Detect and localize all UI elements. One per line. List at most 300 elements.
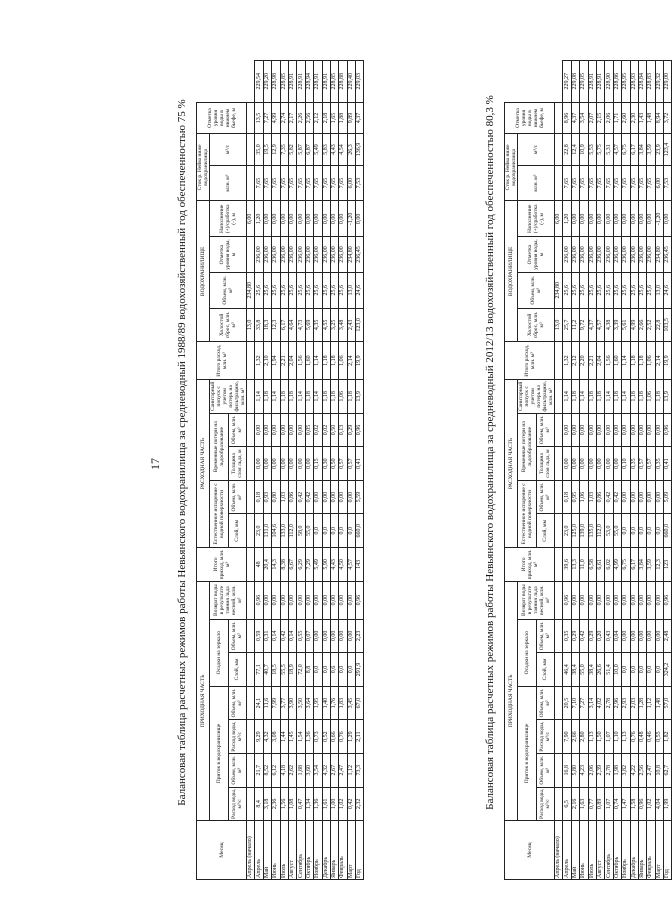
table-row xyxy=(555,26,563,880)
table-cell: 48 xyxy=(255,548,263,582)
table-cell: 6,58 xyxy=(588,548,596,582)
table-cell: 236,00 xyxy=(596,237,604,273)
table-cell: 13,9 xyxy=(664,380,672,414)
table-cell: 1,40 xyxy=(322,686,330,720)
table-cell: 2,16 xyxy=(571,787,579,821)
table-cell: 4,50 xyxy=(339,548,347,582)
table-cell: 236,00 xyxy=(297,237,305,273)
table-cell xyxy=(555,720,563,754)
table-cell: 0,00 xyxy=(330,480,338,514)
table-cell: 2,18 xyxy=(322,102,330,134)
table-cell xyxy=(555,380,563,414)
header-evap-layer: Слой, мм xyxy=(228,514,247,548)
header-inflow: Приток в водохранилище xyxy=(518,686,537,820)
table-cell: 4,04 xyxy=(655,787,663,821)
table-cell xyxy=(555,447,563,481)
table-cell: 7,65 xyxy=(339,165,347,201)
table-cell: 1,76 xyxy=(330,686,338,720)
table-cell: 2,39 xyxy=(596,753,604,787)
table-cell: 1,06 xyxy=(339,342,347,380)
table-cell: 0,57 xyxy=(339,447,347,481)
table-cell: 1,44 xyxy=(280,720,288,754)
table-cell: 2,07 xyxy=(588,102,596,134)
table-cell xyxy=(555,581,563,619)
table-cell: 229,27 xyxy=(563,60,571,102)
table-cell: 4,54 xyxy=(339,134,347,166)
table-cell: 0,00 xyxy=(588,201,596,237)
table-cell: 3,82 xyxy=(622,753,630,787)
table-cell: 2,47 xyxy=(339,753,347,787)
table-cell: 0,00 xyxy=(272,447,280,481)
table-cell: 3,48 xyxy=(339,308,347,342)
table-cell: 38,4 xyxy=(588,653,596,687)
table-cell: 2,32 xyxy=(356,787,364,821)
table-cell: 1,54 xyxy=(297,720,305,754)
table-row xyxy=(272,26,280,880)
table-cell xyxy=(555,413,563,447)
table-row xyxy=(647,26,655,880)
table-cell: 2,20 xyxy=(580,342,588,380)
table-cell: 5,83 xyxy=(322,134,330,166)
table-cell: 236,00 xyxy=(305,237,313,273)
table-cell: 2,36 xyxy=(272,787,280,821)
table-cell: 660,0 xyxy=(356,514,364,548)
table-cell: 7,65 xyxy=(622,165,630,201)
table-cell: 0,96 xyxy=(356,413,364,447)
table-cell: 7,65 xyxy=(280,165,288,201)
table-cell: 0,00 xyxy=(605,447,613,481)
table-cell: 6,61 xyxy=(596,548,604,582)
table-cell: 229,20 xyxy=(263,60,271,102)
table-row xyxy=(596,26,604,880)
table-cell: 2,17 xyxy=(288,102,296,134)
table-cell: 112,0 xyxy=(288,514,296,548)
table-cell: 0,6 xyxy=(330,653,338,687)
table-cell: 7,99 xyxy=(272,686,280,720)
table-cell: 0,00 xyxy=(314,201,322,237)
table-cell xyxy=(555,514,563,548)
header-dam-volume: млн. м³ xyxy=(210,165,247,201)
table-cell: 3,90 xyxy=(288,686,296,720)
table-cell: 2,15 xyxy=(596,102,604,134)
header-from-upper-volume: Объем, млн. м³ xyxy=(536,753,555,787)
table-cell: 19,9 xyxy=(664,342,672,380)
table-cell: 0,00 xyxy=(596,413,604,447)
table-cell: 25,6 xyxy=(297,272,305,308)
row-month-cell: Июль xyxy=(588,821,596,880)
table-row xyxy=(347,26,355,880)
table-cell: 0,00 xyxy=(638,413,646,447)
table-cell: 57,0 xyxy=(664,686,672,720)
table-cell: 6,5 xyxy=(563,787,571,821)
table-cell: 4,32 xyxy=(263,720,271,754)
row-month-cell: Год xyxy=(664,821,672,880)
table-row xyxy=(622,26,630,880)
table-cell: 0,00 xyxy=(655,480,663,514)
table-cell: 0,0 xyxy=(347,514,355,548)
table-cell: 0,20 xyxy=(596,619,604,653)
table-cell: 236,45 xyxy=(664,237,672,273)
table-cell: 0,00 xyxy=(630,201,638,237)
table-cell: 0,86 xyxy=(596,480,604,514)
table-cell: 0,96 xyxy=(255,581,263,619)
table-cell: 236,00 xyxy=(622,237,630,273)
table-cell: 0,00 xyxy=(330,201,338,237)
table-cell: 7,35 xyxy=(280,134,288,166)
table-cell: 2,04 xyxy=(596,342,604,380)
table-cell: 0,29 xyxy=(347,413,355,447)
table-cell: 234,80 xyxy=(247,272,255,308)
table-cell: 25,6 xyxy=(605,272,613,308)
table-cell: 0,00 xyxy=(596,581,604,619)
table-cell: 0,00 xyxy=(339,581,347,619)
table-cell: 0,00 xyxy=(638,581,646,619)
row-month-cell: Октябрь xyxy=(305,821,313,880)
table-cell: 5,90 xyxy=(322,548,330,582)
row-month-cell: Август xyxy=(288,821,296,880)
table-cell: 20,5 xyxy=(563,686,571,720)
table-row xyxy=(305,26,313,880)
table-cell: 0,0 xyxy=(314,514,322,548)
table-cell: 2,26 xyxy=(297,102,305,134)
table-cell: 4,55 xyxy=(322,308,330,342)
table-cell: 0,0 xyxy=(630,514,638,548)
table-cell: 25,6 xyxy=(322,272,330,308)
row-month-cell: Ноябрь xyxy=(314,821,322,880)
table-cell xyxy=(247,165,255,201)
table-cell: 51,4 xyxy=(605,653,613,687)
table-cell: 4,57 xyxy=(613,134,621,166)
table-cell: 234,80 xyxy=(655,237,663,273)
table-cell: 234,80 xyxy=(555,272,563,308)
table-cell: 1,99 xyxy=(664,787,672,821)
table-cell: 1,18 xyxy=(588,380,596,414)
table-cell: 5,09 xyxy=(664,480,672,514)
table-cell: 7,65 xyxy=(272,165,280,201)
page-number: 17 xyxy=(148,458,162,470)
table-cell: 0,04 xyxy=(613,619,621,653)
table-cell: 1,02 xyxy=(339,787,347,821)
table-cell: 236,00 xyxy=(613,237,621,273)
table-cell: 7,65 xyxy=(588,165,596,201)
table-cell xyxy=(555,134,563,166)
table-cell: 3,59 xyxy=(647,134,655,166)
table-cell: 125,0 xyxy=(571,514,579,548)
table-cell: 2,21 xyxy=(588,342,596,380)
row-month-cell: Декабрь xyxy=(630,821,638,880)
row-month-cell: Февраль xyxy=(647,821,655,880)
table-cell: 2,62 xyxy=(288,753,296,787)
table-cell: -1,20 xyxy=(655,201,663,237)
table-cell: 4,32 xyxy=(322,753,330,787)
table-cell: 19,9 xyxy=(356,342,364,380)
table-cell: 1,60 xyxy=(305,342,313,380)
table-row xyxy=(339,26,347,880)
table-cell: 25,6 xyxy=(630,272,638,308)
table-cell: 0,07 xyxy=(305,619,313,653)
table-cell: 228,90 xyxy=(605,60,613,102)
table-cell: 228,91 xyxy=(588,60,596,102)
table-cell: 5,87 xyxy=(297,134,305,166)
table-cell: 1,03 xyxy=(280,480,288,514)
table-cell: 0,00 xyxy=(622,413,630,447)
table-cell: 2,14 xyxy=(655,342,663,380)
table-cell: 2,48 xyxy=(664,619,672,653)
table-cell: 0,48 xyxy=(638,720,646,754)
table-cell: 143 xyxy=(356,548,364,582)
table-cell: 0,00 xyxy=(322,480,330,514)
table-cell: 4,37 xyxy=(356,102,364,134)
table-cell: 2,66 xyxy=(571,720,579,754)
header-precip: Осадки на зеркало xyxy=(210,619,229,686)
table-cell: 22,8 xyxy=(655,308,663,342)
table-cell: 21,7 xyxy=(255,753,263,787)
table-cell: 2,60 xyxy=(622,102,630,134)
table-cell: 46,4 xyxy=(563,653,571,687)
table-cell: 229,08 xyxy=(571,60,579,102)
table-cell: 0,00 xyxy=(580,581,588,619)
table-cell: 2,78 xyxy=(605,753,613,787)
header-idle-spill: Холостой сброс, млн. м³ xyxy=(210,308,247,342)
table-cell: 0,96 xyxy=(664,581,672,619)
header-dam-rate: м³/с xyxy=(210,134,247,166)
table-cell: 0,14 xyxy=(272,619,280,653)
header-from-upper-rate: Расход воды, м³/с xyxy=(536,787,555,821)
table-cell: 7,65 xyxy=(330,165,338,201)
table-cell: 1,48 xyxy=(655,686,663,720)
table-cell: 103,5 xyxy=(664,308,672,342)
table-cell: 0,86 xyxy=(288,480,296,514)
table-cell: 3,64 xyxy=(305,686,313,720)
table-cell: 228,91 xyxy=(322,60,330,102)
table-row xyxy=(563,26,571,880)
table-cell: 229,54 xyxy=(255,60,263,102)
table-cell: 1,88 xyxy=(297,753,305,787)
header-total-outflow: Итого расход, млн. м³ xyxy=(505,342,555,380)
table-row xyxy=(588,26,596,880)
table-cell: 2,56 xyxy=(305,102,313,134)
table-cell: 2,67 xyxy=(330,753,338,787)
table-cell: 0,00 xyxy=(580,447,588,481)
table-cell: 0,00 xyxy=(347,480,355,514)
table-cell: 25,6 xyxy=(339,272,347,308)
table-cell: 6,29 xyxy=(297,548,305,582)
table-cell: 0,35 xyxy=(563,619,571,653)
table-cell: 0,00 xyxy=(655,581,663,619)
table-cell: 0,93 xyxy=(263,480,271,514)
table-cell: 1,13 xyxy=(622,720,630,754)
table-cell: 228,86 xyxy=(613,60,621,102)
row-month-cell: Декабрь xyxy=(322,821,330,880)
table-cell: 236,00 xyxy=(263,237,271,273)
table-cell: 0,00 xyxy=(272,201,280,237)
table-cell: 4,35 xyxy=(314,308,322,342)
table-cell: 1,58 xyxy=(630,787,638,821)
row-month-cell: Июнь xyxy=(272,821,280,880)
table-cell: 2,03 xyxy=(630,686,638,720)
table-cell: 2,56 xyxy=(638,753,646,787)
row-month-cell: Май xyxy=(263,821,271,880)
table-cell: 1,14 xyxy=(314,380,322,414)
table-cell: 0,00 xyxy=(647,480,655,514)
header-temp-loss: Временные потери на льдообразование xyxy=(210,413,229,480)
table-cell: 0,00 xyxy=(655,619,663,653)
table-cell: 6,00 xyxy=(347,165,355,201)
table-cell: 228,84 xyxy=(638,60,646,102)
table-cell: 0,0 xyxy=(638,653,646,687)
header-idle-spill: Холостой сброс, млн. м³ xyxy=(518,308,555,342)
table-cell: 0,89 xyxy=(596,787,604,821)
table-cell: 1,14 xyxy=(297,380,305,414)
table-cell: 10,9 xyxy=(580,134,588,166)
table-cell: 0,00 xyxy=(263,413,271,447)
table-cell: 0,00 xyxy=(288,201,296,237)
row-month-cell: Апрель (начало) xyxy=(555,821,563,880)
table-cell: 228,85 xyxy=(280,60,288,102)
table-cell: 1,60 xyxy=(613,342,621,380)
table-cell: 0,76 xyxy=(339,720,347,754)
table-cell: 1,14 xyxy=(605,380,613,414)
table-cell: 0,00 xyxy=(322,581,330,619)
table-cell: 5,61 xyxy=(622,308,630,342)
table-cell: 1,18 xyxy=(305,380,313,414)
table-cell: 1,48 xyxy=(647,102,655,134)
table-cell: 228,85 xyxy=(330,60,338,102)
table-cell: 236,00 xyxy=(630,237,638,273)
table-cell: 7,65 xyxy=(580,165,588,201)
table-cell: 2,52 xyxy=(647,308,655,342)
table-cell: 7,29 xyxy=(305,548,313,582)
table-cell: 0,74 xyxy=(613,787,621,821)
table-cell xyxy=(555,686,563,720)
table-cell: 0,55 xyxy=(297,619,305,653)
table-cell: 0,00 xyxy=(596,201,604,237)
table-cell: 25,6 xyxy=(305,272,313,308)
table-cell: 55,0 xyxy=(613,514,621,548)
table-cell: 0,00 xyxy=(356,201,364,237)
table-cell: 4,99 xyxy=(613,548,621,582)
table-cell xyxy=(247,514,255,548)
table-cell: 1,63 xyxy=(580,787,588,821)
table-cell: 25,6 xyxy=(314,272,322,308)
table-cell: 236,00 xyxy=(605,237,613,273)
table-cell: 0,13 xyxy=(339,413,347,447)
table-cell: 8,38 xyxy=(280,548,288,582)
table-cell: 7,53 xyxy=(356,165,364,201)
header-precip-layer: Слой, мм xyxy=(228,653,247,687)
table-cell: 7,65 xyxy=(288,165,296,201)
table-cell: 0,00 xyxy=(571,413,579,447)
table-cell: 136,9 xyxy=(356,134,364,166)
table-cell: 1,18 xyxy=(280,380,288,414)
table-cell: 1,07 xyxy=(605,720,613,754)
table-cell: 229,05 xyxy=(580,60,588,102)
table-cell: 5,75 xyxy=(596,134,604,166)
table-cell: 291,9 xyxy=(356,653,364,687)
table-row xyxy=(356,26,364,880)
table-cell: 40,7 xyxy=(263,653,271,687)
table-cell: 25,6 xyxy=(613,272,621,308)
header-ice-volume: Объем, млн. м³ xyxy=(536,413,555,447)
table-cell: 3,84 xyxy=(638,134,646,166)
table-cell: 1,18 xyxy=(596,380,604,414)
table-cell: 0,0 xyxy=(622,514,630,548)
table-cell: 4,02 xyxy=(596,686,604,720)
table-cell: 1,14 xyxy=(272,380,280,414)
table-cell: 0,00 xyxy=(280,413,288,447)
table-cell: 6,00 xyxy=(655,165,663,201)
table-cell: 6,02 xyxy=(605,548,613,582)
header-incoming: ПРИХОДНАЯ ЧАСТЬ xyxy=(505,581,518,821)
table-cell: 19,5 xyxy=(263,134,271,166)
table-cell: 11,2 xyxy=(571,308,579,342)
table-cell: 0,10 xyxy=(622,447,630,481)
table-cell: 2,43 xyxy=(347,308,355,342)
row-month-cell: Ноябрь xyxy=(622,821,630,880)
table-cell: 0,42 xyxy=(297,480,305,514)
table-cell: 0,52 xyxy=(322,720,330,754)
table-cell xyxy=(247,134,255,166)
table-cell: 25,6 xyxy=(622,272,630,308)
table-cell: 3,59 xyxy=(647,548,655,582)
table-cell: 0,00 xyxy=(638,619,646,653)
table-cell: 4,37 xyxy=(588,308,596,342)
table-cell: 0,00 xyxy=(622,201,630,237)
table-cell: 7,65 xyxy=(613,165,621,201)
table-cell: 1,06 xyxy=(580,480,588,514)
table-cell: 236,00 xyxy=(571,237,579,273)
header-total-income: Итого приход, млн. м³ xyxy=(505,548,555,582)
table-cell: -1,20 xyxy=(347,201,355,237)
table-cell: 0,00 xyxy=(622,581,630,619)
table-cell: 2,10 xyxy=(263,342,271,380)
table-cell xyxy=(247,548,255,582)
table-cell: 0,29 xyxy=(588,619,596,653)
table-cell: 10,0 xyxy=(613,653,621,687)
table-cell: 0,80 xyxy=(272,480,280,514)
table-cell xyxy=(247,720,255,754)
table-cell: 6,75 xyxy=(622,134,630,166)
table-cell: 1,12 xyxy=(647,686,655,720)
header-precip-layer: Слой, мм xyxy=(536,653,555,687)
table-cell: 123,0 xyxy=(356,308,364,342)
table-cell: 13,0 xyxy=(655,272,663,308)
header-from-upper-volume: Объем, млн. м³ xyxy=(228,753,247,787)
table-cell: 234,80 xyxy=(347,237,355,273)
table-cell: 0,00 xyxy=(563,447,571,481)
row-month-cell: Сентябрь xyxy=(297,821,305,880)
table-cell: 324,2 xyxy=(664,653,672,687)
table-cell: 0,00 xyxy=(588,413,596,447)
table-cell: 3,84 xyxy=(638,548,646,582)
table-row xyxy=(580,26,588,880)
table-cell: 12,3 xyxy=(272,308,280,342)
row-month-cell: Июль xyxy=(280,821,288,880)
table-cell: 1,34 xyxy=(305,787,313,821)
table-cell: 6,17 xyxy=(630,548,638,582)
table-cell: 0,00 xyxy=(605,201,613,237)
table-cell: 0,96 xyxy=(356,581,364,619)
table-row xyxy=(263,26,271,880)
header-precip-volume: Объем, млн. м³ xyxy=(536,619,555,653)
table-cell: 0,00 xyxy=(288,581,296,619)
header-outgoing: РАСХОДНАЯ ЧАСТЬ xyxy=(197,380,210,548)
table-cell xyxy=(247,413,255,447)
table-cell: 0,96 xyxy=(563,581,571,619)
table-cell: 112,0 xyxy=(596,514,604,548)
table-cell: 4,64 xyxy=(288,308,296,342)
table-cell: 0,42 xyxy=(305,480,313,514)
